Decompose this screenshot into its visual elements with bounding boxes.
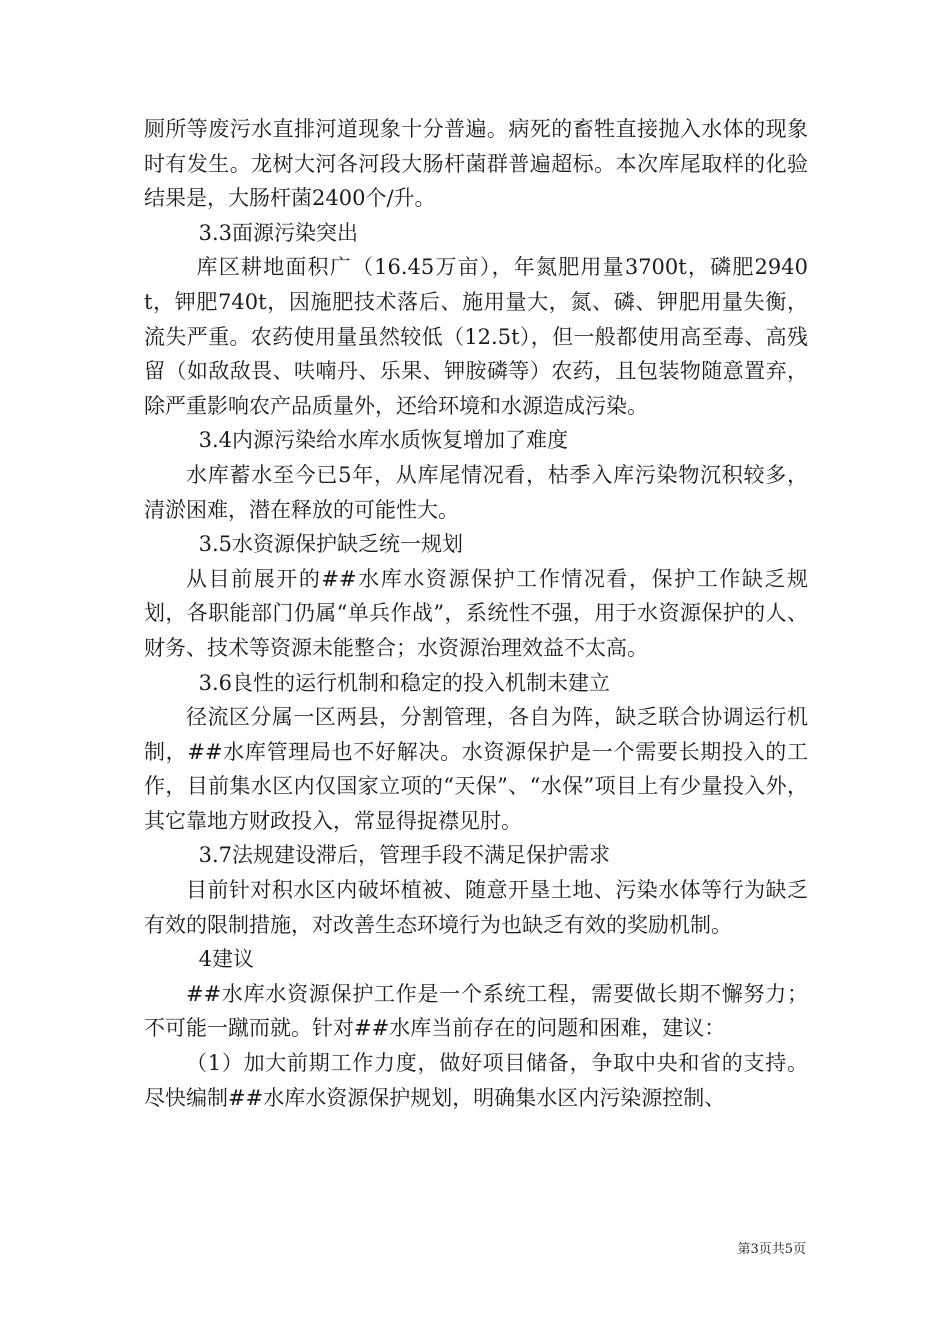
section-heading-3-7: 3.7法规建设滞后，管理手段不满足保护需求 (198, 843, 610, 868)
page-number-footer: 第3页共5页 (737, 1242, 806, 1257)
section-heading-3-4: 3.4内源污染给水库水质恢复增加了难度 (198, 428, 568, 453)
body-paragraph-3-3: 库区耕地面积广（16.45万亩），年氮肥用量3700t，磷肥2940t，钾肥740t，因施肥技术落后、施用量大，氮、磷、钾肥用量失衡，流失严重。农药使用量虽然较低（12.5t），但一般都使用高至毒、高残留（如敌敌畏、呋喃丹、乐果、钾胺磷等）农药，且包装物随意置弃，除严重影响农产品质量外，还给环境和水源造成污染。 (144, 255, 808, 418)
body-paragraph-3-7: 目前针对积水区内破坏植被、随意开垦土地、污染水体等行为缺乏有效的限制措施，对改善生态环境行为也缺乏有效的奖励机制。 (144, 878, 808, 937)
body-paragraph-3-5: 从目前展开的##水库水资源保护工作情况看，保护工作缺乏规划，各职能部门仍属“单兵作战”，系统性不强，用于水资源保护的人、财务、技术等资源未能整合；水资源治理效益不太高。 (144, 566, 808, 660)
body-paragraph-3-4: 水库蓄水至今已5年，从库尾情况看，枯季入库污染物沉积较多，清淤困难，潜在释放的可能性大。 (144, 462, 808, 522)
body-paragraph-4-intro: ##水库水资源保护工作是一个系统工程，需要做长期不懈努力；不可能一蹴而就。针对##水库当前存在的问题和困难，建议： (144, 981, 808, 1041)
section-heading-3-6: 3.6良性的运行机制和稳定的投入机制未建立 (198, 670, 610, 695)
section-heading-4: 4建议 (198, 947, 254, 972)
body-paragraph-3-6: 径流区分属一区两县，分割管理，各自为阵，缺乏联合协调运行机制，##水库管理局也不好解决。水资源保护是一个需要长期投入的工作，目前集水区内仅国家立项的“天保”、“水保”项目上有少量投入外，其它靠地方财政投入，常显得捉襟见肘。 (144, 705, 808, 833)
body-paragraph-1: 厕所等废污水直排河道现象十分普遍。病死的畜牲直接抛入水体的现象时有发生。龙树大河各河段大肠杆菌群普遍超标。本次库尾取样的化验结果是，大肠杆菌2400个/升。 (144, 117, 808, 211)
body-paragraph-4-item-1: （1）加大前期工作力度，做好项目储备，争取中央和省的支持。尽快编制##水库水资源保护规划，明确集水区内污染源控制、 (144, 1051, 808, 1110)
document-body (144, 112, 808, 1115)
section-heading-3-3: 3.3面源污染突出 (198, 220, 358, 245)
section-heading-3-5: 3.5水资源保护缺乏统一规划 (198, 532, 463, 557)
